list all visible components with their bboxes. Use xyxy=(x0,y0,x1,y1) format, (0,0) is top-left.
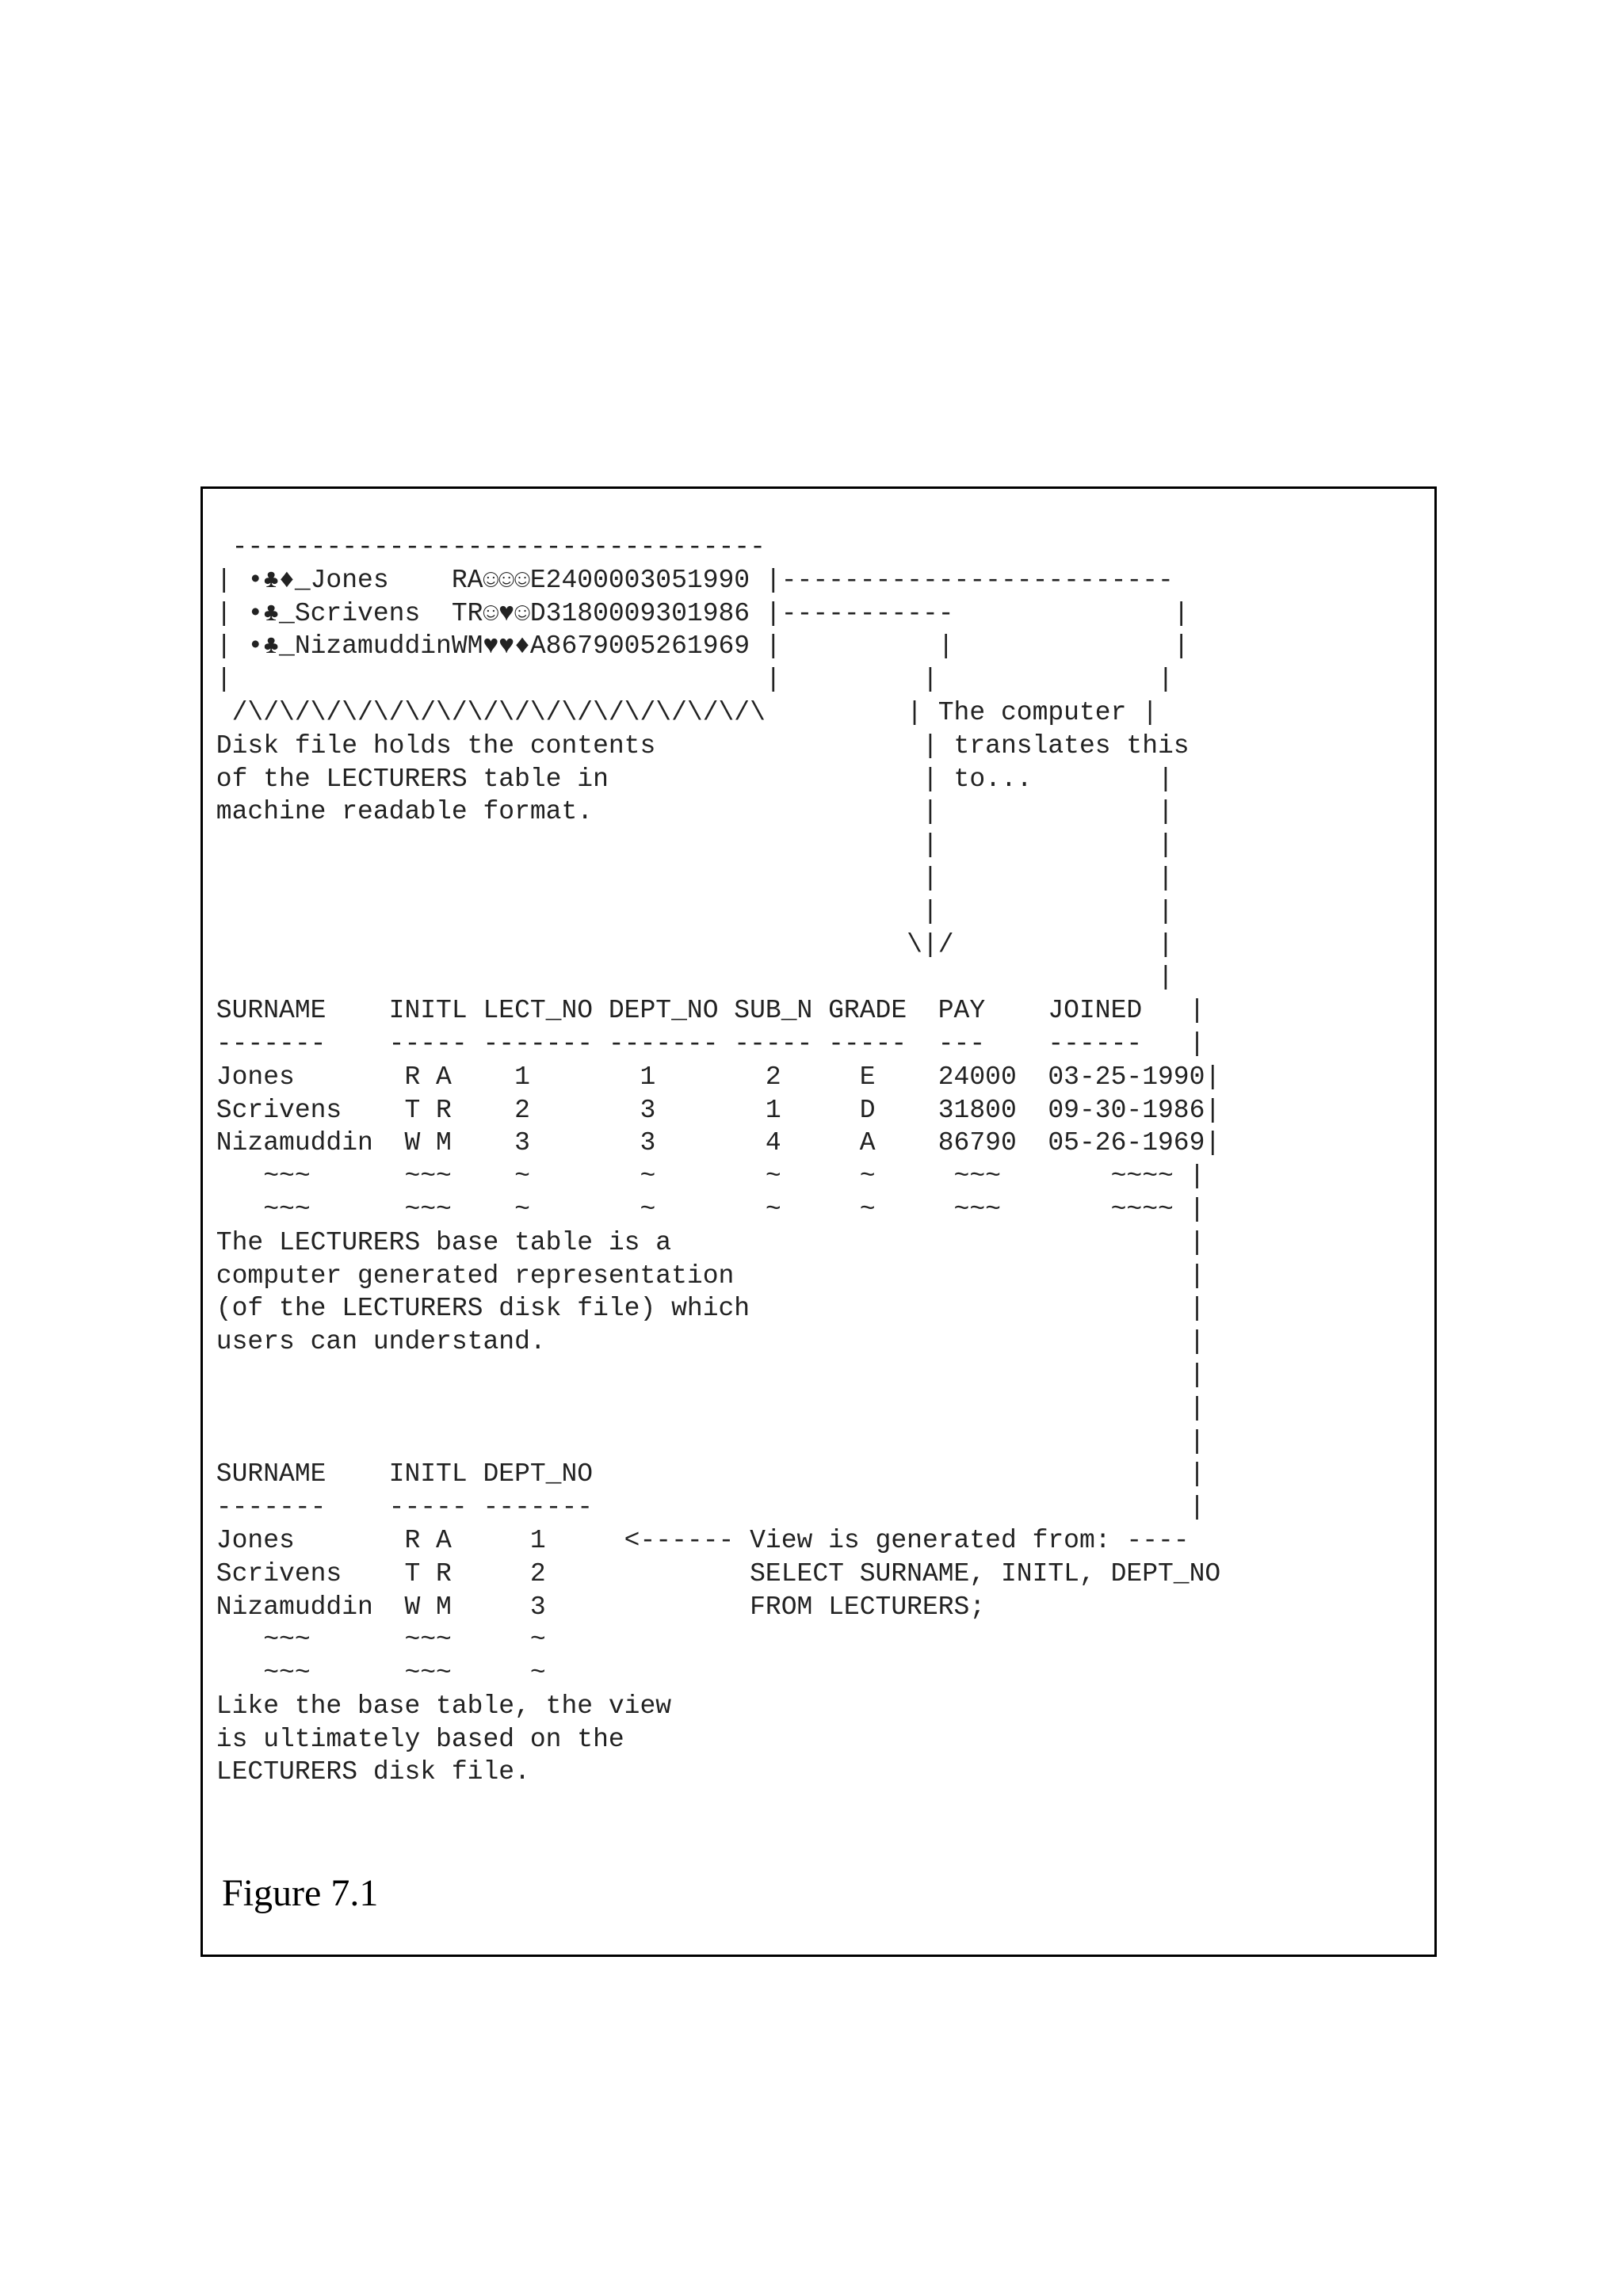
diagram-line: LECTURERS disk file. xyxy=(200,1757,530,1787)
figure-caption: Figure 7.1 xyxy=(222,1872,379,1914)
diagram-line: computer generated representation | xyxy=(200,1261,1205,1291)
diagram-line: machine readable format. | | xyxy=(200,797,1174,827)
diagram-line: | •♣_NizamuddinWM♥♥♦A8679005261969 | | | xyxy=(200,631,1190,662)
diagram-line: /\/\/\/\/\/\/\/\/\/\/\/\/\/\/\/\/\ | The computer | xyxy=(200,697,1158,727)
diagram-line: users can understand. | xyxy=(200,1327,1205,1357)
diagram-line: is ultimately based on the xyxy=(200,1724,624,1754)
diagram-line: Like the base table, the view xyxy=(200,1691,672,1721)
diagram-line: Scrivens T R 2 3 1 D 31800 09-30-1986| xyxy=(200,1095,1221,1125)
diagram-line: ~~~ ~~~ ~ ~ ~ ~ ~~~ ~~~~ | xyxy=(200,1161,1205,1192)
diagram-line: | •♣_Scrivens TR☺♥☺D3180009301986 |----------- | xyxy=(200,598,1190,628)
diagram-line: Jones R A 1 <------ View is generated from: ---- xyxy=(200,1525,1190,1555)
diagram-line: (of the LECTURERS disk file) which | xyxy=(200,1294,1205,1324)
diagram-line: ---------------------------------- xyxy=(200,532,766,562)
diagram-line: | xyxy=(200,963,1174,993)
diagram-line: ~~~ ~~~ ~ xyxy=(200,1625,546,1655)
diagram-line: | | xyxy=(200,863,1174,893)
diagram-line: | | xyxy=(200,896,1174,926)
diagram-line: \|/ | xyxy=(200,929,1174,959)
diagram-line: Nizamuddin W M 3 3 4 A 86790 05-26-1969| xyxy=(200,1128,1221,1158)
diagram-line: Disk file holds the contents | translates this xyxy=(200,730,1190,761)
diagram-line: ------- ----- ------- | xyxy=(200,1493,1205,1523)
diagram-line: | | | | xyxy=(200,665,1174,695)
diagram-line: | xyxy=(200,1393,1205,1423)
lecturers-ascii-diagram xyxy=(200,531,1220,1789)
diagram-line: ~~~ ~~~ ~ xyxy=(200,1658,546,1688)
diagram-line: | | xyxy=(200,830,1174,860)
diagram-line: Scrivens T R 2 SELECT SURNAME, INITL, DEPT_NO xyxy=(200,1558,1221,1589)
diagram-line: The LECTURERS base table is a | xyxy=(200,1227,1205,1257)
diagram-line: Nizamuddin W M 3 FROM LECTURERS; xyxy=(200,1592,986,1622)
diagram-line: | •♣♦_Jones RA☺☺☺E2400003051990 |------------------------- xyxy=(200,565,1174,595)
diagram-line: of the LECTURERS table in | to... | xyxy=(200,764,1174,794)
diagram-line: | xyxy=(200,1360,1205,1390)
diagram-line: SURNAME INITL LECT_NO DEPT_NO SUB_N GRADE PAY JOINED | xyxy=(200,996,1205,1026)
diagram-line: Jones R A 1 1 2 E 24000 03-25-1990| xyxy=(200,1062,1221,1092)
diagram-line: ------- ----- ------- ------- ----- ----- --- ------ | xyxy=(200,1028,1205,1058)
diagram-line: SURNAME INITL DEPT_NO | xyxy=(200,1459,1205,1489)
diagram-line: ~~~ ~~~ ~ ~ ~ ~ ~~~ ~~~~ | xyxy=(200,1194,1205,1224)
diagram-line: | xyxy=(200,1426,1205,1456)
